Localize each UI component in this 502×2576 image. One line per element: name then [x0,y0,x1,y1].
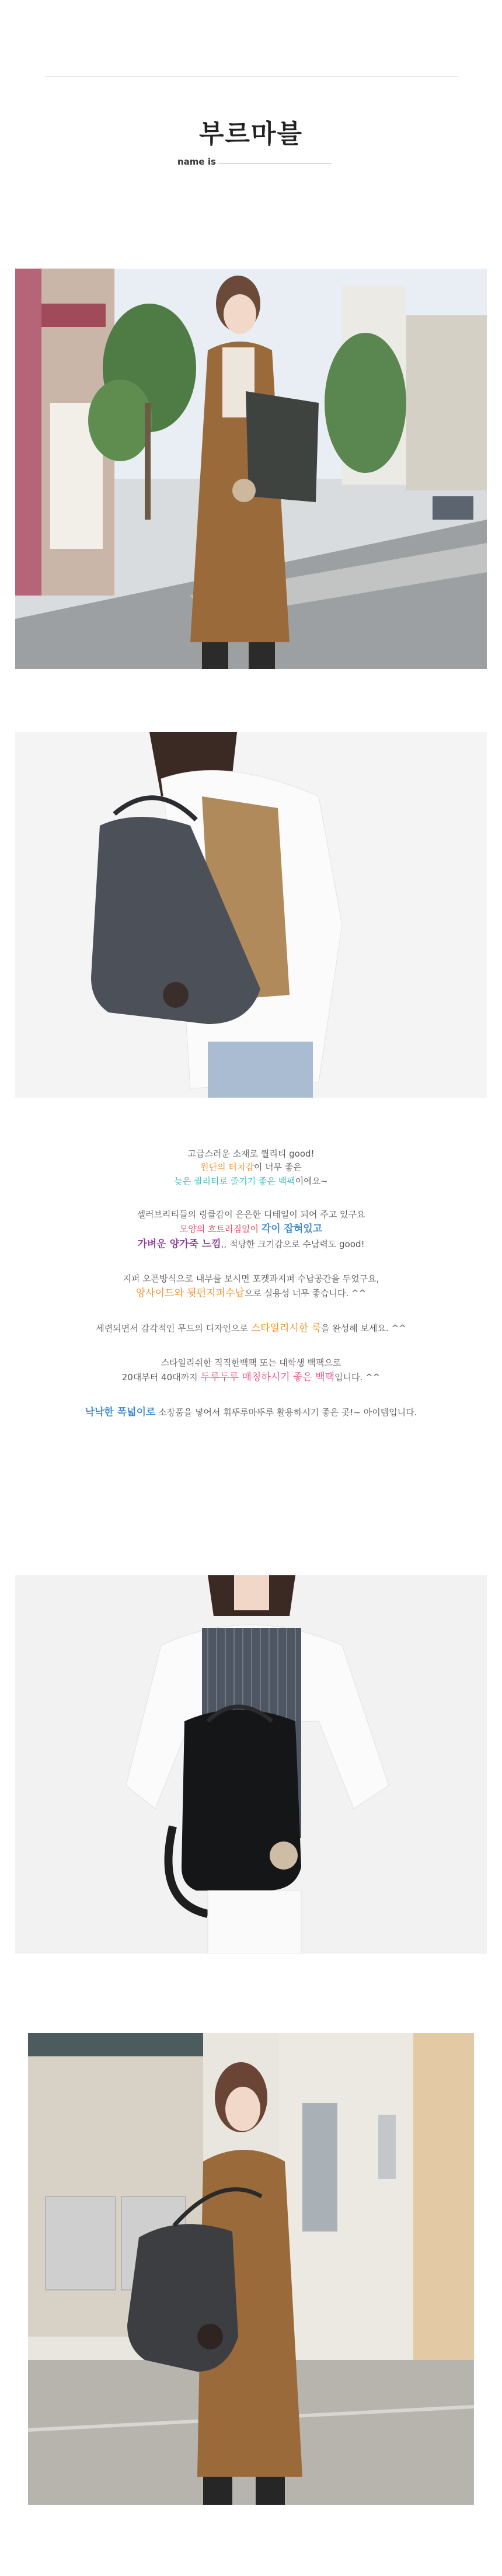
description-line: 셀러브리티들의 링클감이 은은한 디테일이 되어 주고 있구요 [137,1209,365,1220]
model-studio-photo-icon [15,732,487,1098]
description-line [0,1161,502,1174]
photo-studio-front [15,1575,487,1954]
highlight-text: 낙낙한 폭넓이로 [85,1407,156,1419]
description-line [0,1321,502,1336]
product-description [0,1147,502,1440]
description-text: 이 너무 좋은 [253,1162,302,1173]
description-text: 20대부터 40대까지 [121,1371,198,1383]
description-line [0,1286,502,1301]
name-underline [218,163,332,164]
description-line [0,1405,502,1420]
description-paragraph [0,1405,502,1420]
description-line [0,1221,502,1237]
photo-alley [28,2033,474,2505]
model-street-photo-icon [15,269,487,669]
description-paragraph [0,1272,502,1301]
product-title: 부르마블 [198,119,303,149]
highlight-text: 양사이드와 뒷편지퍼수납 [135,1287,245,1299]
description-text: 세련되면서 감각적인 무드의 디자인으로 [96,1323,248,1334]
description-text: 입니다. ^^ [334,1371,381,1383]
description-paragraph [0,1321,502,1336]
highlight-text: 가벼운 양가죽 느낌 [137,1238,221,1251]
description-paragraph [0,1356,502,1386]
description-text: ,, 적당한 크기감으로 수납력도 good! [221,1239,365,1250]
description-paragraph [0,1208,502,1252]
highlight-text: 늦은 퀄리티로 줄기기 좋은 백팩 [174,1175,295,1186]
description-text: 으로 실용성 너무 좋습니다. ^^ [244,1287,367,1299]
name-label: name is [177,156,216,167]
description-text: 소장품을 넣어서 휘뚜루마뚜루 활용하시기 좋은 곳!~ 아이템입니다. [155,1407,417,1418]
highlight-text: 두루두루 매칭하시기 좋은 백팩 [200,1371,335,1383]
model-studio-photo-icon [15,1575,487,1954]
description-text: 을 완성해 보세요. ^^ [321,1323,406,1334]
photo-studio-side [15,732,487,1098]
description-line: 스타일리쉬한 직직한백팩 또는 대학생 백팩으로 [161,1357,341,1368]
highlight-text: 모양의 흐트러짐없이 [179,1224,259,1234]
description-text: 이에요~ [295,1175,328,1186]
highlight-text: 각이 잡혀있고 [261,1223,323,1235]
description-line [0,1237,502,1252]
description-line [0,1175,502,1188]
description-line: 지퍼 오픈방식으로 내부를 보시면 포켓과지퍼 수납공간을 두었구요, [123,1273,379,1284]
description-paragraph [0,1147,502,1188]
highlight-text: 스타일리시한 룩 [250,1322,322,1335]
photo-street-front [15,269,487,669]
model-alley-photo-icon [28,2033,474,2505]
description-line [0,1370,502,1385]
description-line: 고급스러운 소재로 퀄리티 good! [187,1148,315,1159]
highlight-text: 원단의 터치감 [200,1162,254,1173]
